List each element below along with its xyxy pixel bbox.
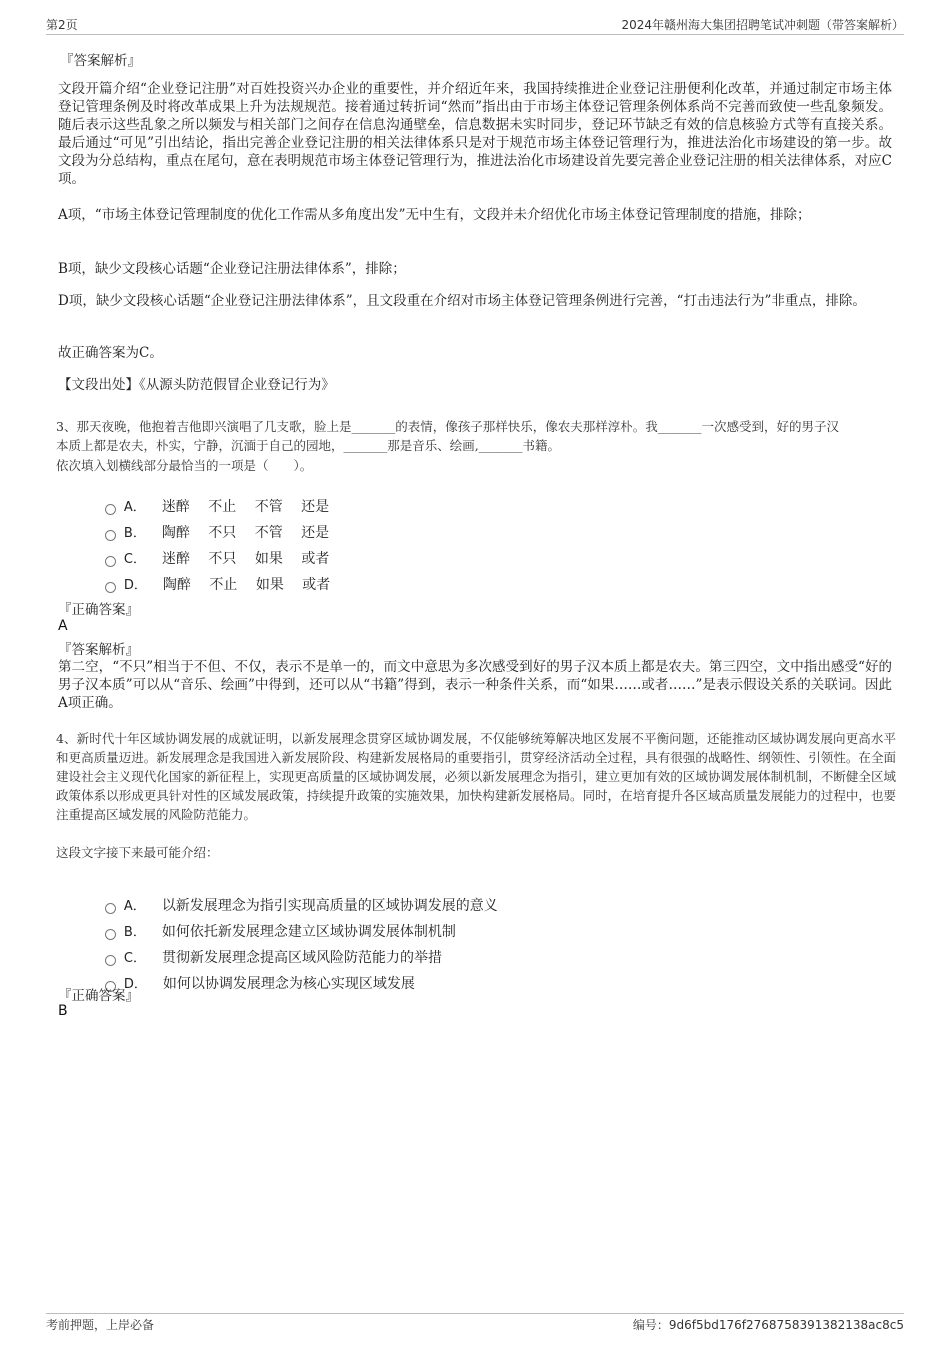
q3-analysis-label: 『答案解析』	[58, 642, 139, 658]
q3-stem-line-2: 本质上都是农夫，朴实，宁静，沉湎于自己的园地，_______那是音乐、绘画,_______书籍。	[56, 438, 560, 453]
q2-source: 【文段出处】《从源头防范假冒企业登记行为》	[58, 377, 335, 393]
page-number: 第2页	[46, 18, 78, 32]
radio-icon[interactable]	[105, 582, 116, 593]
q3-option-d[interactable]: D． 陶醉 不止 如果 或者	[96, 558, 330, 578]
q3-answer-label: 『正确答案』	[58, 602, 139, 618]
q3-stem-line-3: 依次填入划横线部分最恰当的一项是（ ）。	[56, 458, 313, 473]
q3-analysis: 第二空，“不只”相当于不但、不仅，表示不是单一的，而文中意思为多次感受到好的男子汉本质上都是农夫。第三四空，文中指出感受“好的男子汉本质”可以从“音乐、绘画”中得到，还可以从“书籍”得到，表示一种条件关系，而“如果……或者……”是表示假设关系的关联词。因此A项正确。	[58, 659, 892, 711]
q4-prompt: 这段文字接下来最可能介绍：	[56, 845, 219, 860]
q3-answer: A	[58, 618, 68, 634]
q4-option-c[interactable]: C． 贯彻新发展理念提高区域风险防范能力的举措	[96, 931, 442, 951]
page-header	[46, 14, 904, 35]
q4-option-d[interactable]: D． 如何以协调发展理念为核心实现区域发展	[96, 957, 415, 977]
q2-option-a-analysis: A项，“市场主体登记管理制度的优化工作需从多角度出发”无中生有，文段并未介绍优化市场主体登记管理制度的措施，排除；	[58, 207, 811, 223]
q2-analysis-label: 『答案解析』	[60, 53, 141, 69]
q2-conclusion: 故正确答案为C。	[58, 345, 163, 361]
q3-option-c[interactable]: C． 迷醉 不只 如果 或者	[96, 532, 329, 552]
q3-option-a[interactable]: A． 迷醉 不止 不管 还是	[96, 480, 329, 500]
footer-slogan: 考前押题，上岸必备	[46, 1318, 155, 1332]
q3-stem-line-1: 3、那天夜晚，他抱着吉他即兴演唱了几支歌，脸上是_______的表情，像孩子那样快乐，像农夫那样淳朴。我_______一次感受到，好的男子汉	[56, 419, 839, 434]
page-footer	[46, 1313, 904, 1336]
q2-option-d-analysis: D项，缺少文段核心话题“企业登记注册法律体系”，且文段重在介绍对市场主体登记管理条例进行完善，“打击违法行为”非重点，排除。	[58, 293, 866, 309]
q3-option-b[interactable]: B． 陶醉 不只 不管 还是	[96, 506, 329, 526]
q2-option-b-analysis: B项，缺少文段核心话题“企业登记注册法律体系”，排除；	[58, 261, 406, 277]
q4-stem: 4、新时代十年区域协调发展的成就证明，以新发展理念贯穿区域协调发展，不仅能够统筹解决地区发展不平衡问题，还能推动区域协调发展向更高水平和更高质量迈进。新发展理念是我国进入新发展阶段、构建新发展格局的重要指引，贯穿经济活动全过程，具有很强的战略性、纲领性、引领性。在全面建设社会主义现代化国家的新征程上，实现更高质量的区域协调发展，必须以新发展理念为指引，建立更加有效的区域协调发展体制机制，不断健全区域政策体系以形成更具针对性的区域发展政策，持续提升政策的实施效果，加快构建新发展格局。同时，在培育提升各区域高质量发展能力的过程中，也要注重提高区域发展的风险防范能力。	[56, 731, 896, 822]
document-title: 2024年赣州海大集团招聘笔试冲刺题（带答案解析）	[621, 18, 904, 32]
q2-analysis-paragraph: 文段开篇介绍“企业登记注册”对百姓投资兴办企业的重要性，并介绍近年来，我国持续推进企业登记注册便利化改革，并通过制定市场主体登记管理条例及时将改革成果上升为法规规范。接着通过转折词“然而”指出由于市场主体登记管理条例体系尚不完善而致使一些乱象频发。随后表示这些乱象之所以频发与相关部门之间存在信息沟通壁垒，信息数据未实时同步，登记环节缺乏有效的信息核验方式等有直接关系。最后通过“可见”引出结论，指出完善企业登记注册的相关法律体系只是对于规范市场主体登记管理行为，推进法治化市场建设的第一步。故文段为分总结构，重点在尾句，意在表明规范市场主体登记管理行为，推进法治化市场建设首先要完善企业登记注册的相关法律体系，对应C项。	[58, 81, 892, 187]
q4-option-a[interactable]: A． 以新发展理念为指引实现高质量的区域协调发展的意义	[96, 879, 498, 899]
document-code: 编号：9d6f5bd176f2768758391382138ac8c5	[632, 1318, 904, 1332]
q4-option-b[interactable]: B． 如何依托新发展理念建立区域协调发展体制机制	[96, 905, 456, 925]
q4-answer: B	[58, 1003, 68, 1019]
q4-answer-label: 『正确答案』	[58, 988, 139, 1004]
